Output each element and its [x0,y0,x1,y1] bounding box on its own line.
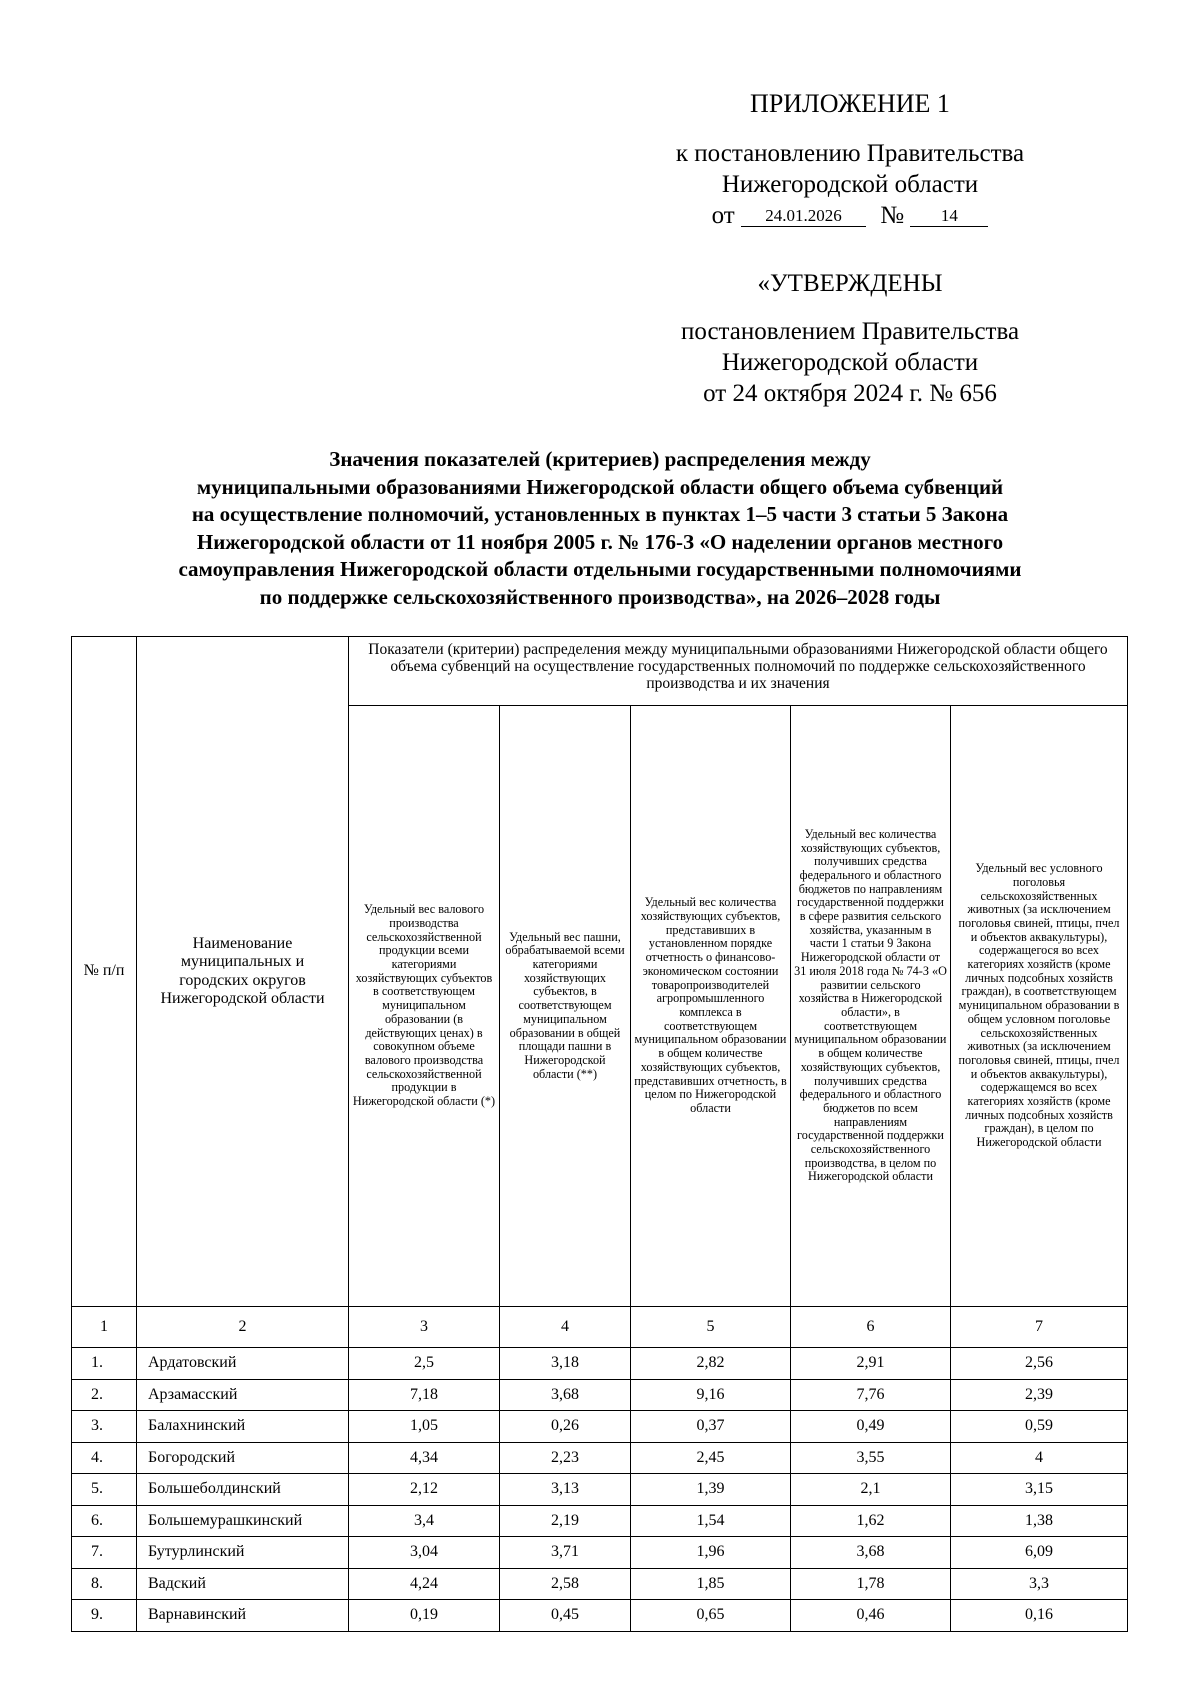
table-row [72,1474,1128,1506]
resolution-date-line [600,200,1100,231]
value-col-6: 1,62 [791,1505,951,1537]
value-col-4: 2,19 [500,1505,631,1537]
value-col-4: 0,45 [500,1600,631,1632]
table-row [72,1505,1128,1537]
header-col-3: Удельный вес валового производства сельскохозяйственной продукции всеми категориями хозяйствующих субъектов в соответствующем муниципальном образовании (в действующих ценах) в совокупном объеме валового производства сельскохозяйственной продукции в Нижегородской области (*) [349,706,500,1307]
value-col-7: 2,56 [951,1348,1128,1380]
title-line-1: Значения показателей (критериев) распределения между [329,447,871,471]
value-col-6: 7,76 [791,1379,951,1411]
municipality-name: Бутурлинский [137,1537,349,1569]
table-row [72,1600,1128,1632]
value-col-6: 0,46 [791,1600,951,1632]
municipality-name: Большемурашкинский [137,1505,349,1537]
value-col-5: 1,39 [631,1474,791,1506]
value-col-7: 1,38 [951,1505,1128,1537]
value-col-3: 3,4 [349,1505,500,1537]
value-col-4: 3,13 [500,1474,631,1506]
value-col-5: 1,85 [631,1568,791,1600]
municipality-name: Варнавинский [137,1600,349,1632]
value-col-6: 2,91 [791,1348,951,1380]
resolution-date: 24.01.2026 [741,206,866,227]
column-number-row [72,1307,1128,1348]
approved-title: «УТВЕРЖДЕНЫ [757,270,943,297]
appendix-title: ПРИЛОЖЕНИЕ 1 [750,89,950,118]
value-col-3: 0,19 [349,1600,500,1632]
value-col-7: 0,59 [951,1411,1128,1443]
title-line-3: на осуществление полномочий, установленных в пунктах 1–5 части 3 статьи 5 Закона [191,502,1009,527]
row-number: 7. [72,1537,137,1569]
table-header-row [72,637,1128,706]
value-col-5: 2,82 [631,1348,791,1380]
table-row [72,1537,1128,1569]
header-municipality-name: Наименование муниципальных и городских округов Нижегородской области [137,637,349,1307]
value-col-4: 3,68 [500,1379,631,1411]
value-col-5: 1,96 [631,1537,791,1569]
value-col-3: 4,34 [349,1442,500,1474]
value-col-7: 4 [951,1442,1128,1474]
header-col-6: Удельный вес количества хозяйствующих субъектов, получивших средства федерального и областного бюджетов по направлениям государственной поддержки в сфере развития сельского хозяйства, указанным в части 1 статьи 9 Закона Нижегородской области от 31 июля 2018 года № 74-З «О развитии сельского хозяйства в Нижегородской области», в соответствующем муниципальном образовании в общем количестве хозяйствующих субъектов, получивших средства федерального и областного бюджетов по всем направлениям государственной поддержки сельскохозяйственного производства, в целом по Нижегородской области [791,706,951,1307]
value-col-7: 3,3 [951,1568,1128,1600]
header-col-4: Удельный вес пашни, обрабатываемой всеми категориями хозяйствующих субъектов, в соответствующем муниципальном образовании в общей площади пашни в Нижегородской области (**) [500,706,631,1307]
table-row [72,1411,1128,1443]
value-col-5: 9,16 [631,1379,791,1411]
value-col-4: 0,26 [500,1411,631,1443]
resolution-line-2: Нижегородской области [721,171,979,198]
row-number: 8. [72,1568,137,1600]
header-col-7: Удельный вес условного поголовья сельскохозяйственных животных (за исключением поголовья свиней, птицы, пчел и объектов аквакультуры), содержащегося во всех категориях хозяйств (кроме личных подсобных хозяйств граждан), в соответствующем муниципальном образовании в общем условном поголовье сельскохозяйственных животных (за исключением поголовья свиней, птицы, пчел и объектов аквакультуры), содержащемся во всех категориях хозяйств (кроме личных подсобных хозяйств граждан), в целом по Нижегородской области [951,706,1128,1307]
value-col-4: 3,18 [500,1348,631,1380]
value-col-6: 3,55 [791,1442,951,1474]
column-number: 5 [631,1307,791,1348]
document-title [115,446,1085,612]
municipality-name: Ардатовский [137,1348,349,1380]
resolution-reference [600,138,1100,231]
table-row [72,1442,1128,1474]
value-col-4: 2,23 [500,1442,631,1474]
municipality-name: Большеболдинский [137,1474,349,1506]
column-number: 4 [500,1307,631,1348]
column-number: 1 [72,1307,137,1348]
municipality-name: Богородский [137,1442,349,1474]
resolution-line-1: к постановлению Правительства [675,140,1025,167]
table-row [72,1568,1128,1600]
value-col-3: 4,24 [349,1568,500,1600]
approved-line-1: постановлением Правительства [680,318,1020,345]
table-row [72,1379,1128,1411]
row-number: 6. [72,1505,137,1537]
value-col-6: 2,1 [791,1474,951,1506]
municipality-name: Балахнинский [137,1411,349,1443]
row-number: 2. [72,1379,137,1411]
value-col-3: 2,12 [349,1474,500,1506]
column-number: 7 [951,1307,1128,1348]
value-col-5: 1,54 [631,1505,791,1537]
approved-reference [600,316,1100,409]
title-line-6: по поддержке сельскохозяйственного производства», на 2026–2028 годы [259,584,941,609]
row-number: 3. [72,1411,137,1443]
value-col-7: 3,15 [951,1474,1128,1506]
value-col-6: 0,49 [791,1411,951,1443]
value-col-7: 6,09 [951,1537,1128,1569]
row-number: 1. [72,1348,137,1380]
resolution-number: 14 [910,206,988,227]
municipality-name: Вадский [137,1568,349,1600]
value-col-5: 2,45 [631,1442,791,1474]
value-col-6: 1,78 [791,1568,951,1600]
value-col-5: 0,65 [631,1600,791,1632]
column-number: 6 [791,1307,951,1348]
municipality-name: Арзамасский [137,1379,349,1411]
value-col-3: 1,05 [349,1411,500,1443]
value-col-3: 7,18 [349,1379,500,1411]
approved-line-3: от 24 октября 2024 г. № 656 [703,380,997,407]
value-col-7: 0,16 [951,1600,1128,1632]
value-col-7: 2,39 [951,1379,1128,1411]
title-line-2: муниципальными образованиями Нижегородской области общего объема субвенций [196,474,1004,499]
column-number: 3 [349,1307,500,1348]
value-col-3: 3,04 [349,1537,500,1569]
value-col-5: 0,37 [631,1411,791,1443]
table-row [72,1348,1128,1380]
title-line-5: самоуправления Нижегородской области отдельными государственными полномочиями [178,557,1022,582]
row-number: 9. [72,1600,137,1632]
row-number: 4. [72,1442,137,1474]
title-line-4: Нижегородской области от 11 ноября 2005 г. № 176-З «О наделении органов местного [196,529,1004,554]
approved-line-2: Нижегородской области [721,349,979,376]
number-sign: № [880,202,905,229]
header-number: № п/п [72,637,137,1307]
value-col-4: 3,71 [500,1537,631,1569]
indicators-table [71,636,1128,1632]
header-indicators-group: Показатели (критерии) распределения между муниципальными образованиями Нижегородской области общего объема субвенций на осуществление государственных полномочий по поддержке сельскохозяйственного производства и их значения [349,637,1128,706]
value-col-4: 2,58 [500,1568,631,1600]
value-col-6: 3,68 [791,1537,951,1569]
row-number: 5. [72,1474,137,1506]
column-number: 2 [137,1307,349,1348]
from-prefix: от [711,202,735,229]
header-col-5: Удельный вес количества хозяйствующих субъектов, представивших в установленном порядке отчетность о финансово-экономическом состоянии товаропроизводителей агропромышленного комплекса в соответствующем муниципальном образовании в общем количестве хозяйствующих субъектов, представивших отчетность, в целом по Нижегородской области [631,706,791,1307]
value-col-3: 2,5 [349,1348,500,1380]
